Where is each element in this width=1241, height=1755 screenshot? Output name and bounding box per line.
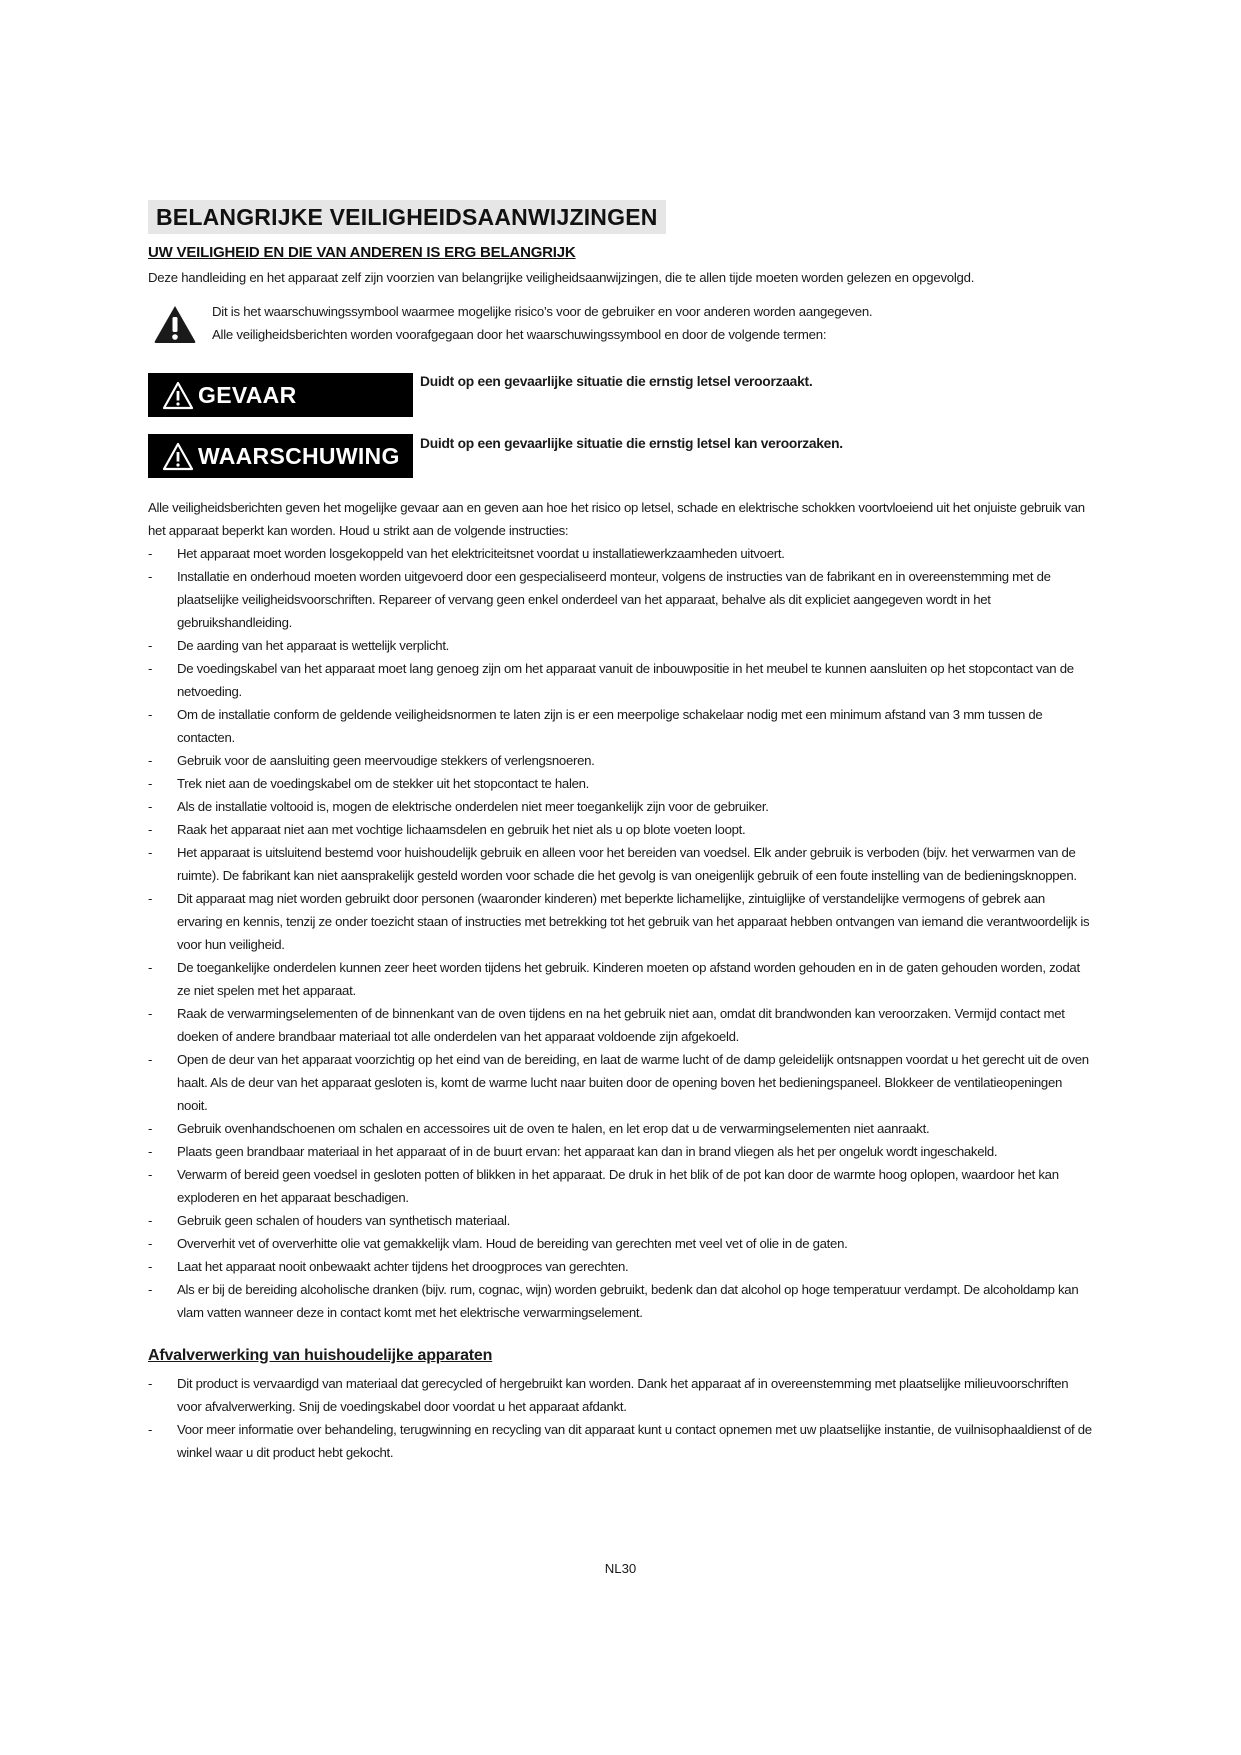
warning-symbol-explanation xyxy=(152,298,1052,348)
general-safety-text: Alle veiligheidsberichten geven het mogelijke gevaar aan en geven aan hoe het risico op letsel, schade en elektrische schokken voortvloeiend uit het onjuiste gebruik van het apparaat beperkt kan worden. Houd u strikt aan de volgende instructies: xyxy=(148,500,1085,538)
bullet-dash: - xyxy=(148,638,153,653)
page-number: NL30 xyxy=(604,1561,637,1576)
bullet-dash: - xyxy=(148,1121,153,1136)
list-item-text: Open de deur van het apparaat voorzichtig op het eind van de bereiding, en laat de warme lucht of de damp geleidelijk ontsnappen voordat u het gerecht uit de oven haalt. Als de deur van het apparaat gesloten is, komt de warme lucht naar buiten door de opening boven het bedieningspaneel. Blokkeer de ventilatieopeningen nooit. xyxy=(177,1052,1089,1113)
list-item-text: Voor meer informatie over behandeling, terugwinning en recycling van dit apparaat kunt u contact opnemen met uw plaatselijke instantie, de vuilnisophaaldienst of de winkel waar u dit product hebt gekocht. xyxy=(177,1422,1092,1460)
list-item xyxy=(148,1418,1092,1464)
list-item-text: De voedingskabel van het apparaat moet lang genoeg zijn om het apparaat vanuit de inbouwpositie in het meubel te kunnen aansluiten op het stopcontact van de netvoeding. xyxy=(177,661,1074,699)
list-item-text: Trek niet aan de voedingskabel om de stekker uit het stopcontact te halen. xyxy=(177,776,590,791)
list-item-text: Oververhit vet of oververhitte olie vat gemakkelijk vlam. Houd de bereiding van gerechten met veel vet of olie in de gaten. xyxy=(177,1236,848,1251)
list-item-text: Gebruik geen schalen of houders van synthetisch materiaal. xyxy=(177,1213,511,1228)
bullet-dash: - xyxy=(148,569,153,584)
list-item-text: Verwarm of bereid geen voedsel in gesloten potten of blikken in het apparaat. De druk in het blik of de pot kan door de warmte hoog oplopen, waardoor het kan exploderen en het apparaat beschadigen. xyxy=(177,1167,1059,1205)
list-item xyxy=(148,565,1092,634)
intro-text: Deze handleiding en het apparaat zelf zijn voorzien van belangrijke veiligheidsaanwijzingen, die te allen tijde moeten worden gelezen en opgevolgd. xyxy=(148,270,975,285)
bullet-dash: - xyxy=(148,1006,153,1021)
signal-description: Duidt op een gevaarlijke situatie die ernstig letsel kan veroorzaken. xyxy=(420,436,843,451)
warning-triangle-icon xyxy=(152,303,198,345)
page-title: BELANGRIJKE VEILIGHEIDSAANWIJZINGEN xyxy=(148,200,666,234)
signal-word-danger xyxy=(148,373,413,417)
list-item xyxy=(148,1372,1092,1418)
list-item xyxy=(148,1209,1092,1232)
list-item xyxy=(148,795,1092,818)
bullet-dash: - xyxy=(148,776,153,791)
warning-triangle-outline-icon xyxy=(162,381,194,411)
bullet-dash: - xyxy=(148,661,153,676)
list-item xyxy=(148,749,1092,772)
list-item xyxy=(148,1140,1092,1163)
bullet-dash: - xyxy=(148,1282,153,1297)
list-item xyxy=(148,1232,1092,1255)
bullet-dash: - xyxy=(148,1144,153,1159)
list-item xyxy=(148,1117,1092,1140)
list-item xyxy=(148,818,1092,841)
list-item xyxy=(148,1002,1092,1048)
bullet-dash: - xyxy=(148,1052,153,1067)
bullet-dash: - xyxy=(148,1213,153,1228)
bullet-dash: - xyxy=(148,1236,153,1251)
signal-word-label: WAARSCHUWING xyxy=(198,443,400,469)
list-item xyxy=(148,634,1092,657)
list-item xyxy=(148,1278,1092,1324)
list-item-text: Raak het apparaat niet aan met vochtige lichaamsdelen en gebruik het niet als u op blote voeten loopt. xyxy=(177,822,746,837)
list-item xyxy=(148,841,1092,887)
list-item-text: Raak de verwarmingselementen of de binnenkant van de oven tijdens en na het gebruik niet aan, omdat dit brandwonden kan veroorzaken. Vermijd contact met doeken of andere brandbaar materiaal tot alle onderdelen van het apparaat voldoende zijn afgekoeld. xyxy=(177,1006,1065,1044)
symbol-line-1: Dit is het waarschuwingssymbool waarmee mogelijke risico’s voor de gebruiker en voor anderen worden aangegeven. xyxy=(212,304,873,319)
signal-word-warning xyxy=(148,434,413,478)
symbol-line-2: Alle veiligheidsberichten worden voorafgegaan door het waarschuwingssymbool en door de volgende termen: xyxy=(212,327,827,342)
list-item-text: Als de installatie voltooid is, mogen de elektrische onderdelen niet meer toegankelijk zijn voor de gebruiker. xyxy=(177,799,769,814)
list-item xyxy=(148,1163,1092,1209)
list-item xyxy=(148,956,1092,1002)
list-item-text: Gebruik ovenhandschoenen om schalen en accessoires uit de oven te halen, en let erop dat u de verwarmingselementen niet aanraakt. xyxy=(177,1121,930,1136)
bullet-dash: - xyxy=(148,960,153,975)
bullet-dash: - xyxy=(148,707,153,722)
list-item-text: De toegankelijke onderdelen kunnen zeer heet worden tijdens het gebruik. Kinderen moeten op afstand worden gehouden en in de gaten gehouden worden, zodat ze niet spelen met het apparaat. xyxy=(177,960,1080,998)
bullet-dash: - xyxy=(148,822,153,837)
signal-description: Duidt op een gevaarlijke situatie die ernstig letsel veroorzaakt. xyxy=(420,374,813,389)
list-item-text: Dit product is vervaardigd van materiaal dat gerecycled of hergebruikt kan worden. Dank het apparaat af in overeenstemming met plaatselijke milieuvoorschriften voor afvalverwerking. Snij de voedingskabel door voordat u het apparaat afdankt. xyxy=(177,1376,1069,1414)
list-item-text: Om de installatie conform de geldende veiligheidsnormen te laten zijn is er een meerpolige schakelaar nodig met een minimum afstand van 3 mm tussen de contacten. xyxy=(177,707,1043,745)
bullet-dash: - xyxy=(148,799,153,814)
list-item-text: Dit apparaat mag niet worden gebruikt door personen (waaronder kinderen) met beperkte lichamelijke, zintuiglijke of verstandelijke vermogens of gebrek aan ervaring en kennis, tenzij ze onder toezicht staan of instructies met betrekking tot het gebruik van het apparaat hebben ontvangen van iemand die verantwoordelijk is voor hun veiligheid. xyxy=(177,891,1090,952)
list-item xyxy=(148,657,1092,703)
list-item xyxy=(148,1255,1092,1278)
disposal-list xyxy=(148,1372,1092,1464)
safety-instructions-list xyxy=(148,542,1092,1324)
list-item xyxy=(148,772,1092,795)
bullet-dash: - xyxy=(148,1259,153,1274)
list-item xyxy=(148,703,1092,749)
list-item xyxy=(148,542,1092,565)
list-item-text: Het apparaat is uitsluitend bestemd voor huishoudelijk gebruik en alleen voor het bereiden van voedsel. Elk ander gebruik is verboden (bijv. het verwarmen van de ruimte). De fabrikant kan niet aansprakelijk gesteld worden voor schade die het gevolg is van oneigenlijk gebruik of een foute instelling van de bedieningsknoppen. xyxy=(177,845,1077,883)
bullet-dash: - xyxy=(148,845,153,860)
safety-subtitle: UW VEILIGHEID EN DIE VAN ANDEREN IS ERG BELANGRIJK xyxy=(148,244,576,261)
list-item-text: Laat het apparaat nooit onbewaakt achter tijdens het droogproces van gerechten. xyxy=(177,1259,629,1274)
list-item-text: Installatie en onderhoud moeten worden uitgevoerd door een gespecialiseerd monteur, volgens de instructies van de fabrikant en in overeenstemming met de plaatselijke veiligheidsvoorschriften. Repareer of vervang geen enkel onderdeel van het apparaat, behalve als dit expliciet aangegeven wordt in het gebruikshandleiding. xyxy=(177,569,1051,630)
bullet-dash: - xyxy=(148,1376,153,1391)
bullet-dash: - xyxy=(148,546,153,561)
signal-word-label: GEVAAR xyxy=(198,382,297,408)
warning-triangle-outline-icon xyxy=(162,442,194,472)
list-item-text: De aarding van het apparaat is wettelijk verplicht. xyxy=(177,638,450,653)
bullet-dash: - xyxy=(148,891,153,906)
list-item-text: Plaats geen brandbaar materiaal in het apparaat of in de buurt ervan: het apparaat kan dan in brand vliegen als het per ongeluk wordt ingeschakeld. xyxy=(177,1144,998,1159)
list-item xyxy=(148,887,1092,956)
list-item xyxy=(148,1048,1092,1117)
bullet-dash: - xyxy=(148,1422,153,1437)
bullet-dash: - xyxy=(148,753,153,768)
list-item-text: Als er bij de bereiding alcoholische dranken (bijv. rum, cognac, wijn) worden gebruikt, bedenk dan dat alcohol op hoge temperatuur verdampt. De alcoholdamp kan vlam vatten wanneer deze in contact komt met het elektrische verwarmingselement. xyxy=(177,1282,1079,1320)
disposal-heading: Afvalverwerking van huishoudelijke apparaten xyxy=(148,1347,493,1364)
list-item-text: Het apparaat moet worden losgekoppeld van het elektriciteitsnet voordat u installatiewerkzaamheden uitvoert. xyxy=(177,546,785,561)
bullet-dash: - xyxy=(148,1167,153,1182)
list-item-text: Gebruik voor de aansluiting geen meervoudige stekkers of verlengsnoeren. xyxy=(177,753,595,768)
